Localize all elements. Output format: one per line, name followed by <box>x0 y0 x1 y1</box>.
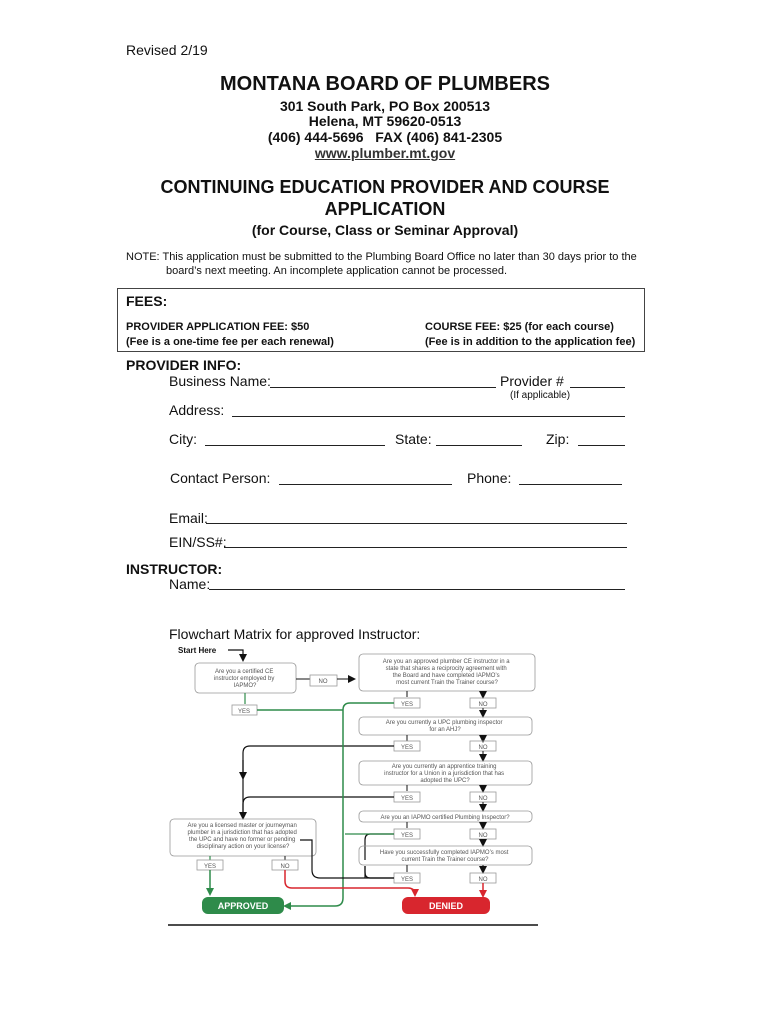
q1-text: Are you a certified CE instructor employed by IAPMO? <box>213 669 275 689</box>
revised-date: Revised 2/19 <box>126 42 208 58</box>
q4-no-label: NO <box>478 796 488 802</box>
form-title-line-1: CONTINUING EDUCATION PROVIDER AND COURSE <box>160 177 610 197</box>
provider-info-heading: PROVIDER INFO: <box>126 357 242 373</box>
q7-yes-label: YES <box>203 864 217 870</box>
fees-heading: FEES: <box>126 293 168 309</box>
approved-label: APPROVED <box>217 901 269 911</box>
start-here-label: Start Here <box>178 646 217 655</box>
course-fee: COURSE FEE: $25 (for each course) <box>425 321 614 333</box>
denied-label: DENIED <box>428 901 464 911</box>
q5-yes-path <box>365 834 394 860</box>
q1-yes-label: YES <box>237 709 251 715</box>
q2-yes-path <box>343 703 394 710</box>
provider-number-label: Provider # <box>500 373 564 389</box>
q3-text: Are you currently a UPC plumbing inspector for an AHJ? <box>385 720 503 733</box>
course-fee-note: (Fee is in addition to the application fee) <box>425 336 636 348</box>
provider-fee: PROVIDER APPLICATION FEE: $50 <box>126 321 310 333</box>
website-link[interactable]: www.plumber.mt.gov <box>314 145 456 161</box>
q3-yes-label: YES <box>400 745 414 751</box>
form-subtitle: (for Course, Class or Seminar Approval) <box>251 222 519 238</box>
q5-no-label: NO <box>478 833 488 839</box>
q4-yes-path <box>243 797 394 818</box>
instructor-name-label: Name: <box>169 576 211 592</box>
provider-fee-note: (Fee is a one-time fee per each renewal) <box>126 336 334 348</box>
contact-person-label: Contact Person: <box>170 470 271 486</box>
phone-fax: (406) 444-5696 FAX (406) 841-2305 <box>267 129 503 145</box>
address-line-1: 301 South Park, PO Box 200513 <box>279 98 491 114</box>
ein-label: EIN/SS#: <box>169 534 227 550</box>
q2-yes-label: YES <box>400 702 414 708</box>
q6-text: Have you successfully completed IAPMO’s most current Train the Trainer course? <box>379 850 509 863</box>
q3-no-label: NO <box>478 745 488 751</box>
q7-no-label: NO <box>280 864 290 870</box>
q3-yes-path <box>243 746 394 778</box>
q1-no-label: NO <box>318 679 328 685</box>
q5-text: Are you an IAPMO certified Plumbing Inspector? <box>380 815 510 821</box>
state-label: State: <box>395 431 432 447</box>
q6-yes-label: YES <box>400 877 414 883</box>
zip-label: Zip: <box>546 431 570 447</box>
start-arrow <box>228 650 243 660</box>
address-label: Address: <box>169 402 225 418</box>
note-line-1: NOTE: This application must be submitted to the Plumbing Board Office no later than 30 days prior to the <box>126 251 637 263</box>
q4-text: Are you currently an apprentice training instructor for a Union in a jurisdiction that has adopted the UPC? <box>384 764 505 784</box>
flowchart-title: Flowchart Matrix for approved Instructor: <box>169 626 421 642</box>
if-applicable-note: (If applicable) <box>510 390 571 401</box>
q6-no-label: NO <box>478 877 488 883</box>
city-label: City: <box>169 431 197 447</box>
note-line-2: board’s next meeting. An incomplete application cannot be processed. <box>166 265 508 277</box>
org-name: MONTANA BOARD OF PLUMBERS <box>220 73 550 95</box>
q6-yes-path <box>365 866 394 878</box>
q7-no-arrow <box>285 870 415 895</box>
form-title-line-2: APPLICATION <box>324 199 446 219</box>
email-label: Email: <box>169 510 208 526</box>
address-line-2: Helena, MT 59620-0513 <box>308 113 462 129</box>
business-name-label: Business Name: <box>169 373 271 389</box>
instructor-heading: INSTRUCTOR: <box>126 561 223 577</box>
q5-yes-label: YES <box>400 833 414 839</box>
q7-text: Are you a licensed master or journeyman plumber in a jurisdiction that has adopted the UPC and have no former or pending disciplinary action on your license? <box>187 823 297 850</box>
q2-text: Are you an approved plumber CE instructor in a state that shares a reciprocity agreement with the Board and have completed IAPMO’s most current Train the Trainer course? <box>382 659 510 686</box>
phone-label: Phone: <box>467 470 512 486</box>
q4-yes-label: YES <box>400 796 414 802</box>
q2-no-label: NO <box>478 702 488 708</box>
